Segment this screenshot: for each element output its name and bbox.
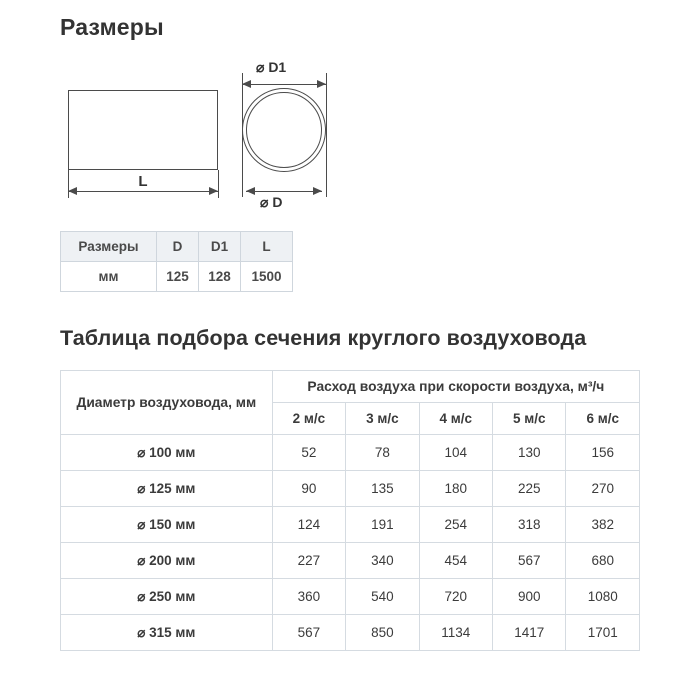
dimension-line-length bbox=[68, 191, 218, 192]
cell-flow-2: 227 bbox=[272, 543, 345, 579]
dimension-line-d1 bbox=[242, 84, 326, 85]
dim-cell-d: 125 bbox=[157, 262, 199, 292]
header-speed-5: 5 м/с bbox=[493, 403, 566, 435]
cell-diameter: ⌀ 100 мм bbox=[61, 435, 273, 471]
dim-cell-d1: 128 bbox=[199, 262, 241, 292]
cell-flow-4: 254 bbox=[419, 507, 492, 543]
cell-flow-6: 1701 bbox=[566, 615, 640, 651]
dimensions-table bbox=[60, 231, 293, 292]
table-row bbox=[61, 543, 640, 579]
dim-header-d: D bbox=[157, 232, 199, 262]
dim-header-name: Размеры bbox=[61, 232, 157, 262]
cell-flow-2: 90 bbox=[272, 471, 345, 507]
arrow-right-icon bbox=[209, 187, 218, 195]
cell-flow-6: 156 bbox=[566, 435, 640, 471]
duct-front-view-inner-circle bbox=[246, 92, 322, 168]
cell-flow-3: 540 bbox=[346, 579, 419, 615]
circle-extension-line-left bbox=[242, 73, 243, 197]
diameter-d1-label: ⌀ D1 bbox=[256, 59, 287, 75]
extension-line-right bbox=[218, 170, 219, 198]
header-speed-4: 4 м/с bbox=[419, 403, 492, 435]
cell-flow-5: 225 bbox=[493, 471, 566, 507]
header-airflow-group: Расход воздуха при скорости воздуха, м³/ч bbox=[272, 371, 639, 403]
duct-drawing bbox=[60, 55, 330, 220]
cell-flow-6: 1080 bbox=[566, 579, 640, 615]
cell-flow-5: 567 bbox=[493, 543, 566, 579]
header-speed-6: 6 м/с bbox=[566, 403, 640, 435]
cell-diameter: ⌀ 125 мм bbox=[61, 471, 273, 507]
cell-flow-3: 340 bbox=[346, 543, 419, 579]
cell-flow-4: 180 bbox=[419, 471, 492, 507]
cell-flow-6: 382 bbox=[566, 507, 640, 543]
cell-diameter: ⌀ 200 мм bbox=[61, 543, 273, 579]
table-header-row bbox=[61, 232, 293, 262]
arrow-d1-left-icon bbox=[242, 80, 251, 88]
cell-flow-2: 52 bbox=[272, 435, 345, 471]
dim-header-d1: D1 bbox=[199, 232, 241, 262]
arrow-d1-right-icon bbox=[317, 80, 326, 88]
cell-flow-2: 567 bbox=[272, 615, 345, 651]
cell-flow-4: 104 bbox=[419, 435, 492, 471]
selection-title: Таблица подбора сечения круглого воздуховода bbox=[60, 326, 587, 350]
duct-side-view-rectangle bbox=[68, 90, 218, 170]
dimensions-title: Размеры bbox=[60, 14, 164, 40]
cell-flow-3: 191 bbox=[346, 507, 419, 543]
diameter-d-label: ⌀ D bbox=[260, 194, 283, 210]
cell-flow-3: 135 bbox=[346, 471, 419, 507]
header-speed-3: 3 м/с bbox=[346, 403, 419, 435]
cell-flow-5: 318 bbox=[493, 507, 566, 543]
cell-diameter: ⌀ 150 мм bbox=[61, 507, 273, 543]
cell-flow-3: 850 bbox=[346, 615, 419, 651]
table-row bbox=[61, 435, 640, 471]
dim-cell-l: 1500 bbox=[241, 262, 293, 292]
dim-header-l: L bbox=[241, 232, 293, 262]
cell-flow-4: 454 bbox=[419, 543, 492, 579]
cell-flow-2: 124 bbox=[272, 507, 345, 543]
arrow-d-left-icon bbox=[246, 187, 255, 195]
cell-flow-4: 1134 bbox=[419, 615, 492, 651]
cell-flow-5: 130 bbox=[493, 435, 566, 471]
circle-extension-line-right bbox=[326, 73, 327, 197]
cell-flow-6: 680 bbox=[566, 543, 640, 579]
table-row bbox=[61, 615, 640, 651]
table-header-row-top bbox=[61, 371, 640, 403]
table-row bbox=[61, 579, 640, 615]
header-diameter: Диаметр воздуховода, мм bbox=[61, 371, 273, 435]
cell-flow-5: 900 bbox=[493, 579, 566, 615]
cell-flow-2: 360 bbox=[272, 579, 345, 615]
dimension-line-d bbox=[246, 191, 322, 192]
header-speed-2: 2 м/с bbox=[272, 403, 345, 435]
cell-diameter: ⌀ 315 мм bbox=[61, 615, 273, 651]
cell-flow-6: 270 bbox=[566, 471, 640, 507]
cell-flow-3: 78 bbox=[346, 435, 419, 471]
table-row bbox=[61, 471, 640, 507]
air-flow-selection-table bbox=[60, 370, 640, 651]
table-row bbox=[61, 507, 640, 543]
cell-diameter: ⌀ 250 мм bbox=[61, 579, 273, 615]
length-label: L bbox=[120, 173, 166, 190]
table-row bbox=[61, 262, 293, 292]
cell-flow-5: 1417 bbox=[493, 615, 566, 651]
arrow-d-right-icon bbox=[313, 187, 322, 195]
arrow-left-icon bbox=[68, 187, 77, 195]
cell-flow-4: 720 bbox=[419, 579, 492, 615]
dim-cell-unit: мм bbox=[61, 262, 157, 292]
